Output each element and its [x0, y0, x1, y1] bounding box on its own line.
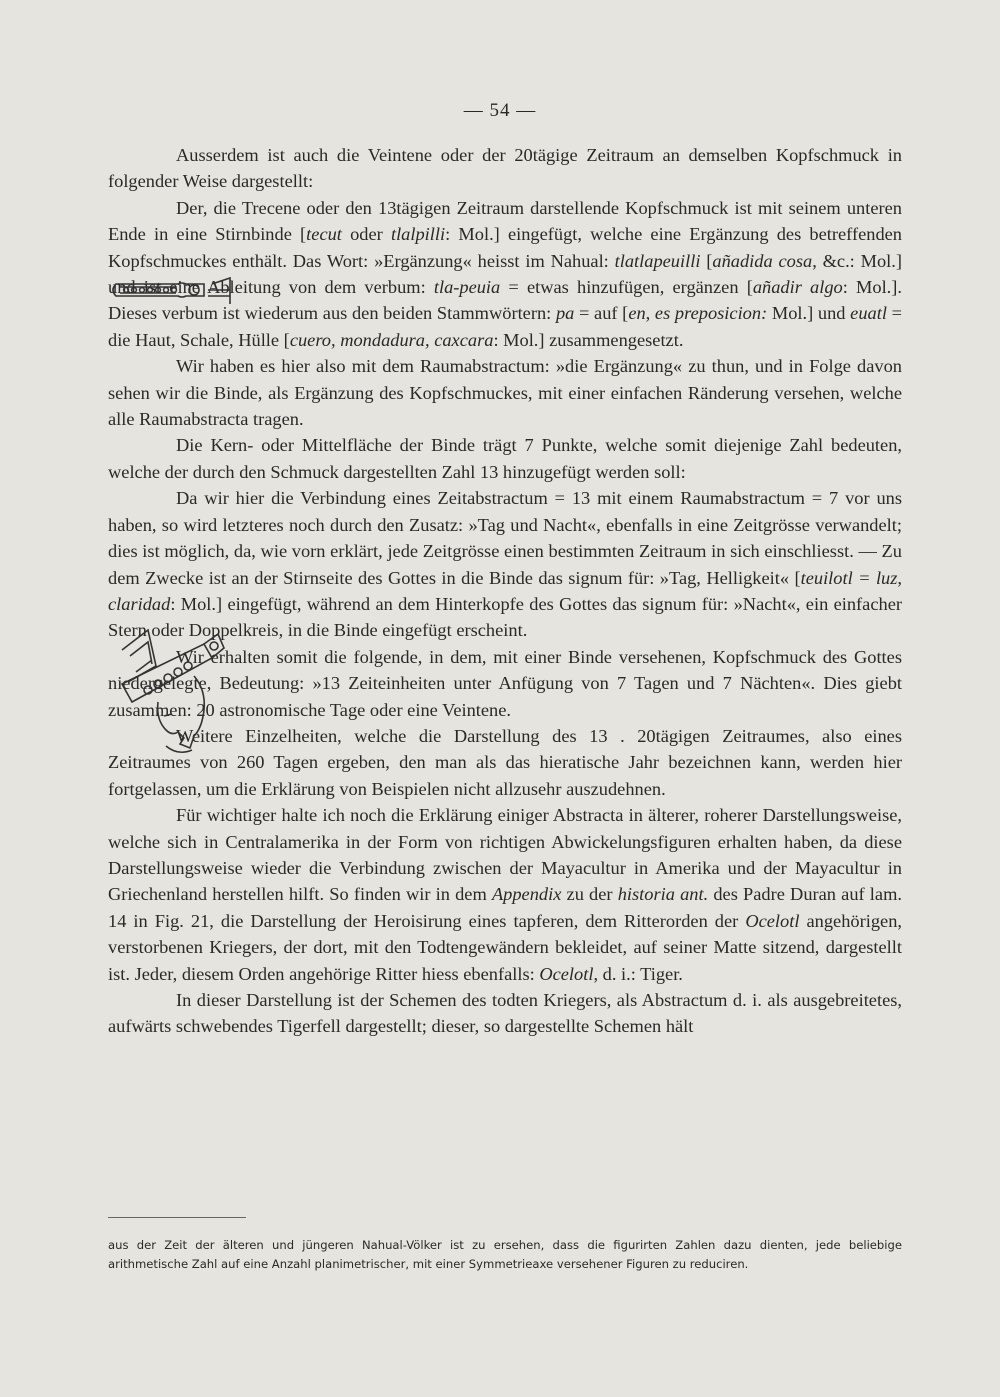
paragraph-6: Wir erhalten somit die folgende, in dem, mit einer Binde versehenen, Kopfschmuck des Gottes niedergelegte, Bedeutung: »13 Zeiteinheiten unter Anfügung von 7 Tagen und 7 Nächten«. Dies giebt zusammen: 20 astronomische Tage oder eine Veintene.: [108, 646, 902, 720]
paragraph-3: Wir haben es hier also mit dem Raumabstractum: »die Ergänzung« zu thun, und in Folge davon sehen wir die Binde, als Ergänzung des Kopfschmuckes, mit einer einfachen Ränderung versehen, welche alle Raumabstracta tragen.: [108, 356, 902, 430]
headband-icon: [108, 270, 236, 310]
paragraph-8: Für wichtiger halte ich noch die Erklärung einiger Abstracta in älterer, roherer Darstellungsweise, welche sich in Centralamerika in der Form von richtigen Abwickelungsfiguren erhalten haben, da diese Darstellungsweise wieder die Verbindung zwischen der Mayacultur in Amerika und der Mayacultur in Griechenland herstellen hilft. So finden wir in dem Appendix zu der historia ant. des Padre Duran auf lam. 14 in Fig. 21, die Darstellung der Heroisirung eines tapferen, dem Ritterorden der Ocelotl angehörigen, verstorbenen Kriegers, der dort, mit den Todtengewändern bekleidet, auf seiner Matte sitzend, dargestellt ist. Jeder, diesem Orden angehörige Ritter hiess ebenfalls: Ocelotl, d. i.: Tiger.: [108, 805, 902, 984]
god-head-figure: [108, 620, 238, 760]
paragraph-2: Der, die Trecene oder den 13tägigen Zeitraum darstellende Kopfschmuck ist mit seinem unteren Ende in eine Stirnbinde [tecut oder tlalpilli: Mol.] eingefügt, welche eine Ergänzung des betreffenden Kopfschmuckes enthält. Das Wort: »Ergänzung« heisst im Nahual: tlatlapeuilli [añadida cosa, &c.: Mol.] und ist eine Ableitung von dem verbum: tla-peuia = etwas hinzufügen, ergänzen [añadir algo: Mol.]. Dieses verbum ist wiederum aus den beiden Stammwörtern: pa = auf [en, es preposicion: Mol.] und euatl = die Haut, Schale, Hülle [cuero, mondadura, caxcara: Mol.] zusammengesetzt.: [108, 197, 903, 350]
paragraph-5: Da wir hier die Verbindung eines Zeitabstractum = 13 mit einem Raumabstractum = 7 vor uns haben, so wird letzteres noch durch den Zusatz: »Tag und Nacht«, ebenfalls in eine Zeitgrösse verwandelt; dies ist möglich, da, wie vorn erklärt, jede Zeitgrösse einen bestimmten Zeitraum in sich einschliesst. — Zu dem Zwecke ist an der Stirnseite des Gottes in die Binde das signum für: »Tag, Helligkeit« [teuilotl = luz, claridad: Mol.] eingefügt, während an dem Hinterkopfe des Gottes das signum für: »Nacht«, ein einfacher Stern oder Doppelkreis, in die Binde eingefügt erscheint.: [108, 488, 903, 641]
paragraph-9: In dieser Darstellung ist der Schemen des todten Kriegers, als Abstractum d. i. als ausgebreitetes, aufwärts schwebendes Tigerfell dargestellt; dieser, so dargestellte Schemen hält: [108, 990, 902, 1037]
footnote-separator: [108, 1217, 246, 1218]
page-number: — 54 —: [463, 100, 537, 121]
god-head-icon: [108, 620, 238, 760]
paragraph-1: Ausserdem ist auch die Veintene oder der 20tägige Zeitraum an demselben Kopfschmuck in folgender Weise dargestellt:: [108, 145, 902, 192]
paragraph-4: Die Kern- oder Mittelfläche der Binde trägt 7 Punkte, welche somit diejenige Zahl bedeuten, welche der durch den Schmuck dargestellten Zahl 13 hinzugefügt werden soll:: [108, 435, 902, 482]
footnote: aus der Zeit der älteren und jüngeren Nahual-Völker ist zu ersehen, dass die figurirten Zahlen dazu dienten, jede beliebige arithmetische Zahl auf eine Anzahl planimetrischer, mit einer Symmetrieaxe versehener Figuren zu reduciren.: [108, 1238, 902, 1271]
paragraph-7: Weitere Einzelheiten, welche die Darstellung des 13 . 20tägigen Zeitraumes, also eines Zeitraumes von 260 Tagen ergeben, den man als das hieratische Jahr bezeichnen kann, werden hier fortgelassen, um die Erklärung von Beispielen nicht allzusehr auszudehnen.: [108, 725, 902, 799]
headband-figure: [108, 270, 236, 310]
